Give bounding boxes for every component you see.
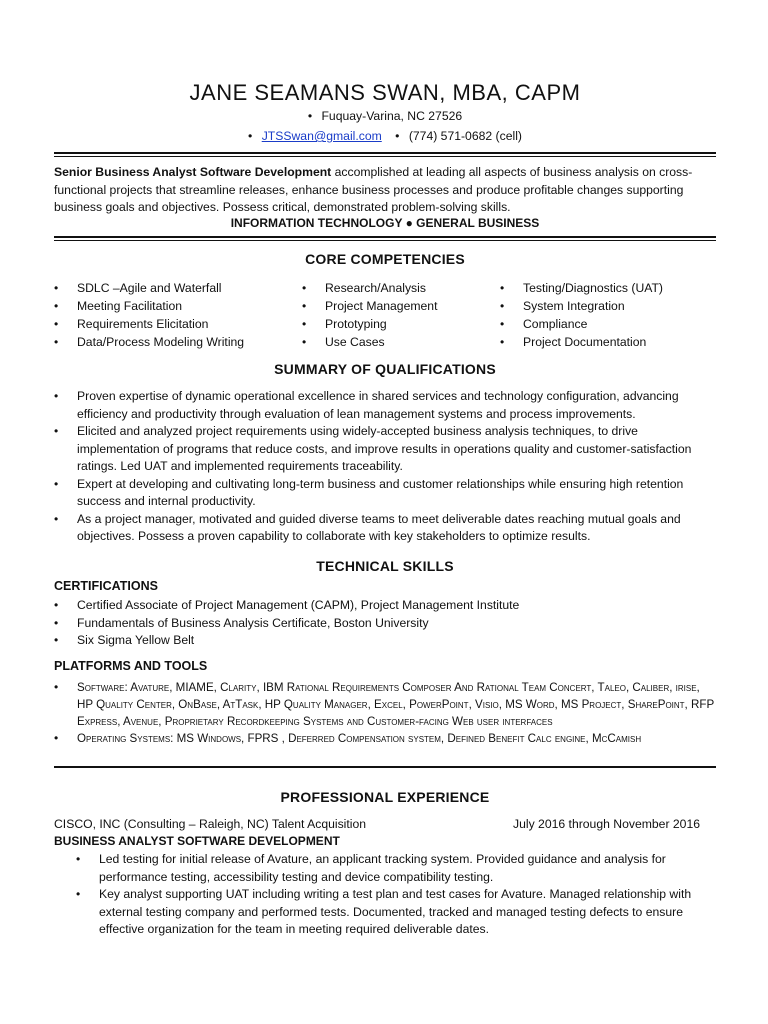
skills-divider [54, 766, 716, 768]
domain-line: INFORMATION TECHNOLOGY ● GENERAL BUSINESS [230, 216, 540, 230]
list-item: • Certified Associate of Project Management (CAPM), Project Management Institute [54, 597, 716, 615]
list-item: • Fundamentals of Business Analysis Certificate, Boston University [54, 615, 716, 633]
bullet-icon: • [54, 476, 59, 491]
bullet-icon: • [54, 317, 59, 331]
bullet-icon: • [302, 281, 307, 295]
list-item: • Meeting Facilitation [54, 299, 182, 313]
summary-divider [54, 236, 716, 238]
bullet-icon: • [76, 887, 81, 901]
bullet-icon: • [302, 335, 307, 349]
contact-email-phone-line [54, 129, 716, 143]
list-item: • Six Sigma Yellow Belt [54, 632, 716, 650]
job-company: CISCO, INC (Consulting – Raleigh, NC) Talent Acquisition [54, 817, 367, 831]
platforms-heading: PLATFORMS AND TOOLS [54, 659, 208, 673]
list-item: • Research/Analysis [302, 281, 426, 295]
header-divider [54, 152, 716, 154]
os-label: Operating Systems [77, 732, 171, 745]
bullet-icon: • [395, 129, 400, 143]
competencies-column-3 [500, 279, 663, 351]
bullet-icon: • [500, 281, 505, 295]
job-company-line [54, 816, 716, 833]
list-item: • Proven expertise of dynamic operational excellence in shared services and technology configuration, advancing efficiency and productivity through evaluation of lean management systems and process improvements. [54, 389, 679, 421]
list-item: • Testing/Diagnostics (UAT) [500, 281, 663, 295]
competencies-column-1 [54, 279, 244, 351]
contact-location-line [54, 109, 716, 123]
job-duties-list [76, 851, 716, 939]
bullet-icon: • [76, 852, 81, 866]
certifications-list [54, 597, 716, 650]
bullet-icon: • [54, 680, 59, 694]
list-item: • As a project manager, motivated and guided diverse teams to meet deliverable dates reaching mutual goals and objectives. Possess a proven capability to collaborate with key stakeholders to optimize results. [54, 511, 681, 543]
bullet-icon: • [54, 335, 59, 349]
phone-text: (774) 571-0682 (cell) [408, 129, 522, 143]
bullet-icon: • [54, 389, 59, 403]
bullet-icon: • [54, 633, 59, 647]
qualifications-list [54, 388, 716, 546]
platforms-list [54, 679, 716, 747]
candidate-name: JANE SEAMANS SWAN, MBA, CAPM [189, 80, 581, 105]
list-item: • Requirements Elicitation [54, 317, 209, 331]
bullet-icon: • [54, 299, 59, 313]
list-item: • Use Cases [302, 335, 385, 349]
summary-title: Senior Business Analyst Software Development [54, 165, 332, 179]
list-item: • System Integration [500, 299, 625, 313]
summary-text: accomplished at leading all aspects of business analysis on cross-functional projects that streamline releases, enhance business processes and produce profitable changes supporting business goals and objectives. Possess critical, demonstrated problem-solving skills. [54, 165, 693, 214]
bullet-icon: • [307, 109, 313, 123]
core-competencies-heading: CORE COMPETENCIES [305, 251, 465, 267]
bullet-icon: • [302, 317, 307, 331]
list-item: • Elicited and analyzed project requirements using widely-accepted business analysis techniques, to drive implementation of programs that reduce costs, and improve results in operations quality and customer-satisfaction ratings. Led UAT and implemented requirements traceability. [54, 424, 692, 473]
list-item: • Project Management [302, 299, 438, 313]
bullet-icon: • [302, 299, 307, 313]
list-item: • Compliance [500, 317, 588, 331]
technical-skills-heading: TECHNICAL SKILLS [316, 558, 454, 574]
competencies-column-2 [302, 279, 437, 351]
list-item [54, 679, 716, 730]
bullet-icon: • [500, 299, 505, 313]
list-item: • Data/Process Modeling Writing [54, 335, 245, 349]
bullet-icon: • [54, 598, 59, 612]
certifications-heading: CERTIFICATIONS [54, 579, 158, 593]
job-dates: July 2016 through November 2016 [513, 817, 700, 831]
bullet-icon: • [500, 317, 505, 331]
bullet-icon: • [54, 731, 59, 745]
software-label: Software [77, 681, 125, 694]
software-text: : Avature, MIAME, Clarity, IBM Rational Requirements Composer And Rational Team Concert, Taleo, Caliber, irise, HP Quality Center, OnBase, AtTask, HP Quality Manager, Excel, PowerPoint, Visio, MS Word, MS Project, SharePoint, RFP Express, Avenue, Proprietary Recordkeeping Systems and Customer-facing Web user interfaces [77, 681, 714, 728]
list-item: • Expert at developing and cultivating long-term business and customer relationships while ensuring high retention success and internal productivity. [54, 476, 684, 508]
list-item [54, 730, 716, 747]
header-divider-thin [54, 156, 716, 157]
experience-heading: PROFESSIONAL EXPERIENCE [280, 789, 490, 805]
email-link[interactable]: JTSSwan@gmail.com [261, 129, 382, 143]
list-item: • SDLC –Agile and Waterfall [54, 281, 222, 295]
os-text: : MS Windows, FPRS , Deferred Compensation system, Defined Benefit Calc engine, McCamish [170, 732, 642, 745]
list-item: • Key analyst supporting UAT including writing a test plan and test cases for Avature. Managed relationship with external testing company and performed tests. Documented, tracked and managed testing defects to ensure effective organization for the team in meeting required deliverable dates. [76, 887, 692, 936]
list-item: • Project Documentation [500, 335, 647, 349]
list-item: • Led testing for initial release of Avature, an applicant tracking system. Provided guidance and analysis for performance testing, accessibility testing and device compatibility testing. [76, 852, 666, 884]
job-title: BUSINESS ANALYST SOFTWARE DEVELOPMENT [54, 834, 340, 848]
summary-divider-thin [54, 240, 716, 241]
professional-summary [54, 164, 716, 217]
bullet-icon: • [248, 129, 253, 143]
bullet-icon: • [54, 281, 59, 295]
bullet-icon: • [500, 335, 505, 349]
bullet-icon: • [54, 511, 59, 526]
bullet-icon: • [54, 615, 59, 630]
bullet-icon: • [54, 424, 59, 438]
list-item: • Prototyping [302, 317, 387, 331]
qualifications-heading: SUMMARY OF QUALIFICATIONS [274, 361, 496, 377]
location-text: Fuquay-Varina, NC 27526 [321, 109, 463, 123]
